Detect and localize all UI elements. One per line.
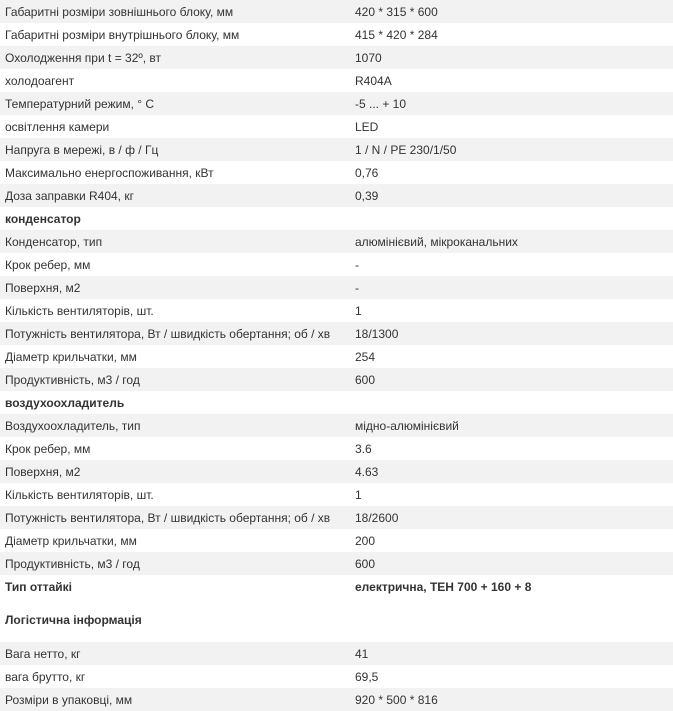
row-value: мідно-алюмінієвий (355, 418, 459, 433)
row-label: холодоагент (5, 73, 75, 88)
row-label: Кількість вентиляторів, шт. (5, 487, 154, 502)
table-row (0, 92, 673, 115)
row-value: 200 (355, 533, 376, 548)
table-row (0, 483, 673, 506)
row-label: Потужність вентилятора, Вт / швидкість обертання; об / хв (5, 326, 331, 341)
table-row (0, 184, 673, 207)
row-value: 1070 (355, 50, 382, 65)
row-value: LED (355, 119, 379, 134)
row-value: 3.6 (355, 441, 372, 456)
row-label: Вага нетто, кг (5, 646, 81, 661)
row-value: R404A (355, 73, 392, 88)
row-label: Продуктивність, м3 / год (5, 372, 140, 387)
row-value: 420 * 315 * 600 (355, 4, 438, 19)
row-value: 0,39 (355, 188, 379, 203)
table-row (0, 688, 673, 711)
row-value: 254 (355, 349, 376, 364)
row-value: електрична, ТЕН 700 + 160 + 8 (355, 579, 532, 594)
row-label: Габаритні розміри зовнішнього блоку, мм (5, 4, 234, 19)
table-row (0, 0, 673, 23)
row-label: вага брутто, кг (5, 669, 86, 684)
row-label: Конденсатор, тип (5, 234, 103, 249)
table-row (0, 161, 673, 184)
table-row (0, 506, 673, 529)
table-row (0, 460, 673, 483)
row-value: 18/1300 (355, 326, 399, 341)
row-label: Продуктивність, м3 / год (5, 556, 140, 571)
table-row (0, 552, 673, 575)
row-value: 4.63 (355, 464, 379, 479)
row-value: 1 (355, 487, 362, 502)
row-label: Доза заправки R404, кг (5, 188, 134, 203)
table-row (0, 138, 673, 161)
row-value: алюмінієвий, мікроканальних (355, 234, 518, 249)
table-row (0, 345, 673, 368)
table-row (0, 642, 673, 665)
row-label: Діаметр крильчатки, мм (5, 349, 137, 364)
table-row (0, 299, 673, 322)
section-header-row (0, 207, 673, 230)
row-value: 69,5 (355, 669, 379, 684)
table-row (0, 529, 673, 552)
table-row (0, 230, 673, 253)
row-value: 920 * 500 * 816 (355, 692, 438, 707)
logistics-title: Логістична інформація (5, 613, 142, 627)
row-value: 0,76 (355, 165, 379, 180)
table-row (0, 276, 673, 299)
row-value: - (355, 280, 359, 295)
table-row (0, 368, 673, 391)
row-label: освітлення камери (5, 119, 110, 134)
row-label: Габаритні розміри внутрішнього блоку, мм (5, 27, 240, 42)
row-label: Воздухоохладитель, тип (5, 418, 141, 433)
row-label: Охолодження при t = 32º, вт (5, 50, 162, 65)
table-row (0, 253, 673, 276)
table-row (0, 665, 673, 688)
row-label: Діаметр крильчатки, мм (5, 533, 137, 548)
row-value: -5 ... + 10 (355, 96, 407, 111)
table-row (0, 69, 673, 92)
row-label: Крок ребер, мм (5, 441, 91, 456)
row-value: 1 (355, 303, 362, 318)
row-label: Потужність вентилятора, Вт / швидкість обертання; об / хв (5, 510, 331, 525)
table-row (0, 23, 673, 46)
row-label: Кількість вентиляторів, шт. (5, 303, 154, 318)
row-value: 415 * 420 * 284 (355, 27, 438, 42)
row-value: 1 / N / PE 230/1/50 (355, 142, 457, 157)
row-label: Максимально енергоспоживання, кВт (5, 165, 214, 180)
row-label: Тип оттайкі (5, 579, 73, 594)
section-header-row (0, 575, 673, 598)
row-value: 41 (355, 646, 369, 661)
table-row (0, 46, 673, 69)
row-label: Поверхня, м2 (5, 280, 81, 295)
row-value: 600 (355, 372, 376, 387)
row-label: Розміри в упаковці, мм (5, 692, 133, 707)
section-header-row (0, 391, 673, 414)
row-label: Температурний режим, ° С (5, 96, 155, 111)
table-row (0, 414, 673, 437)
row-label: конденсатор (5, 211, 81, 226)
row-value: - (355, 257, 359, 272)
logistics-table (0, 642, 673, 711)
table-row (0, 115, 673, 138)
table-row (0, 437, 673, 460)
row-label: воздухоохладитель (5, 395, 125, 410)
table-row (0, 322, 673, 345)
row-label: Крок ребер, мм (5, 257, 91, 272)
row-value: 18/2600 (355, 510, 399, 525)
row-value: 600 (355, 556, 376, 571)
row-label: Поверхня, м2 (5, 464, 81, 479)
row-label: Напруга в мережі, в / ф / Гц (5, 142, 159, 157)
